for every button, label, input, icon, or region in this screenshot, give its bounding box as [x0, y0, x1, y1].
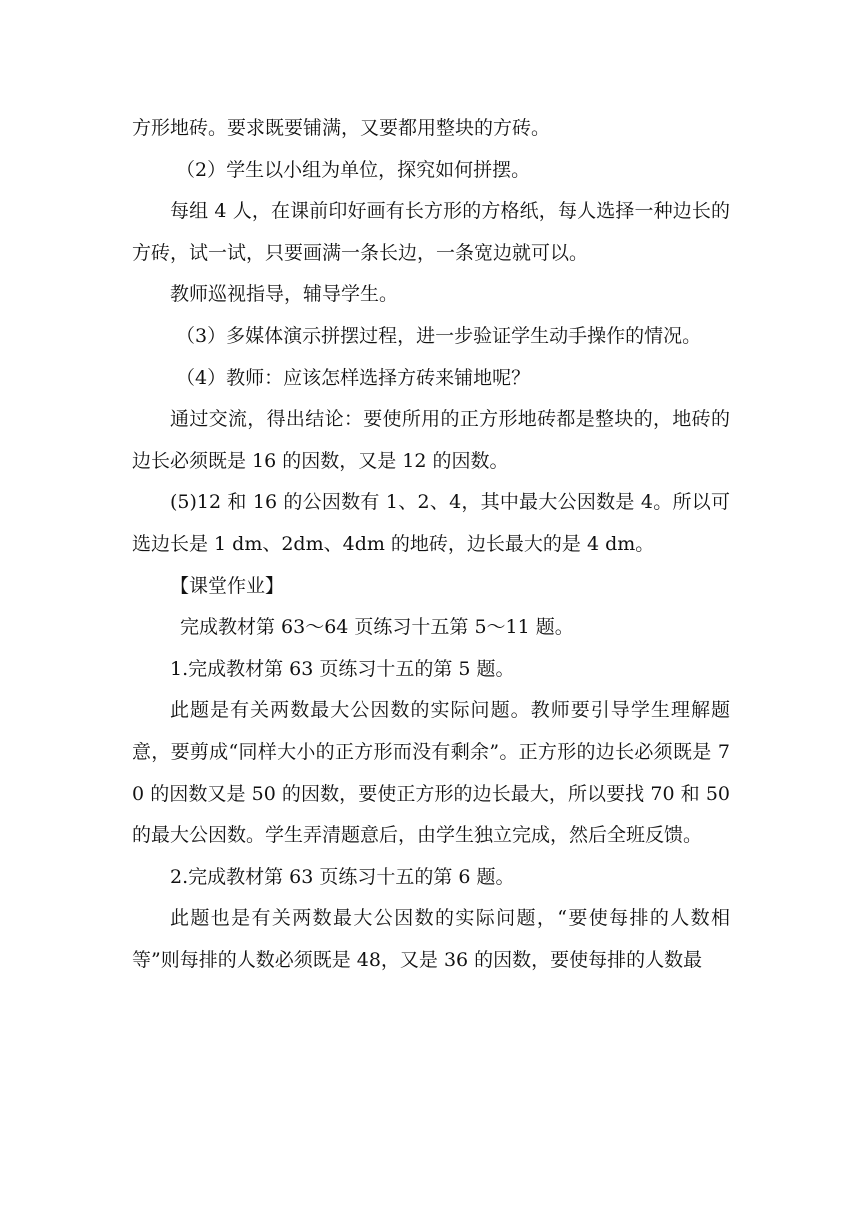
paragraph-exercise-1: 1.完成教材第 63 页练习十五的第 5 题。 [170, 657, 515, 680]
paragraph-exercise-1-explanation: 此题是有关两数最大公因数的实际问题。教师要引导学生理解题意，要剪成“同样大小的正方形而没有剩余”。正方形的边长必须既是 70 的因数又是 50 的因数，要使正方形的边长最大，所以要找 70 和 50 的最大公因数。学生弄清题意后，由学生独立完成，然后全班反馈。 [132, 699, 730, 847]
paragraph-group-activity: 每组 4 人，在课前印好画有长方形的方格纸，每人选择一种边长的方砖，试一试，只要画满一条长边，一条宽边就可以。 [132, 200, 730, 264]
paragraph-exercise-2-explanation: 此题也是有关两数最大公因数的实际问题，“要使每排的人数相等”则每排的人数必须既是 48，又是 36 的因数，要使每排的人数最 [132, 907, 730, 971]
section-heading-classwork: 【课堂作业】 [170, 574, 285, 597]
paragraph-teacher-guide: 教师巡视指导，辅导学生。 [170, 283, 399, 306]
paragraph-assignment: 完成教材第 63～64 页练习十五第 5～11 题。 [180, 616, 574, 639]
document-body [132, 108, 730, 981]
paragraph-conclusion: 通过交流，得出结论：要使所用的正方形地砖都是整块的，地砖的边长必须既是 16 的因数，又是 12 的因数。 [132, 408, 730, 472]
paragraph-step-5: (5)12 和 16 的公因数有 1、2、4，其中最大公因数是 4。所以可选边长是 1 dm、2dm、4dm 的地砖，边长最大的是 4 dm。 [132, 491, 730, 555]
paragraph-exercise-2: 2.完成教材第 63 页练习十五的第 6 题。 [170, 865, 515, 888]
paragraph-step-4: （4）教师：应该怎样选择方砖来铺地呢？ [176, 366, 531, 389]
paragraph-step-2: （2）学生以小组为单位，探究如何拼摆。 [176, 158, 531, 181]
paragraph-continuation: 方形地砖。要求既要铺满，又要都用整块的方砖。 [132, 117, 551, 139]
paragraph-step-3: （3）多媒体演示拼摆过程，进一步验证学生动手操作的情况。 [176, 324, 702, 347]
